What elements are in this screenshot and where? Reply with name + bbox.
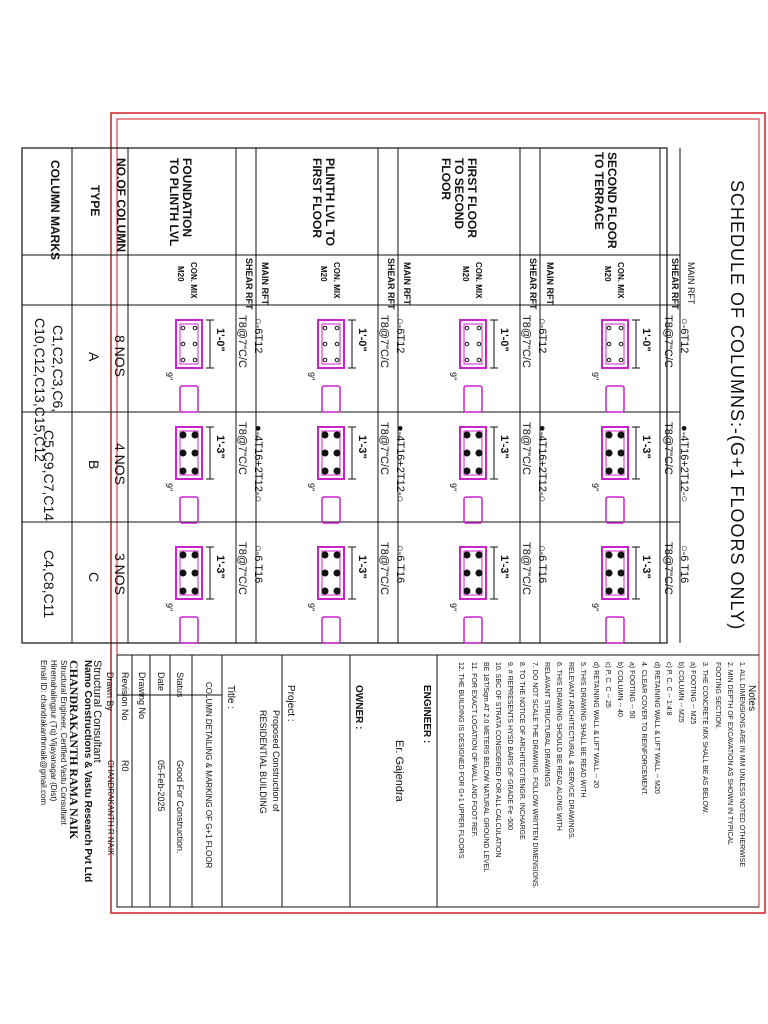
rebar-bar xyxy=(180,570,186,576)
tb-consultant-label: Structural Consultant xyxy=(91,660,103,763)
marks-c: C4,C8,C11 xyxy=(41,550,57,619)
dim-length-b: 1'-3" xyxy=(640,435,652,459)
shear-rft-b: T8@7"C/C xyxy=(378,422,390,475)
section-tag-box xyxy=(464,497,482,523)
count-b: 4 NOS xyxy=(112,443,128,486)
con-mix-label: CON. MIX xyxy=(616,262,625,299)
notes-heading: Notes xyxy=(746,685,757,712)
main-rft-a: ○-6T12 xyxy=(678,318,690,354)
dim-depth-c: 9" xyxy=(306,603,316,612)
rebar-bar xyxy=(607,326,611,330)
main-rft-b: ●-4T16+2T12-○ xyxy=(678,425,690,503)
m20-label: M20 xyxy=(461,266,470,282)
row-column-marks: COLUMN MARKS xyxy=(48,160,62,260)
rebar-bar xyxy=(476,570,482,576)
tb-title-value: COLUMN DETAILING & MARKING OF G+1 FLOOR xyxy=(204,682,213,869)
dim-depth-c: 9" xyxy=(164,603,174,612)
main-rft-a: ○-6T12 xyxy=(536,318,548,354)
note-line: d) RETAINING WALL & LIFT WALL -- 20 xyxy=(591,662,599,788)
section-tag-box xyxy=(322,617,340,643)
row-foundation: FOUNDATION TO PLINTH LVL xyxy=(167,158,194,247)
main-rft-b: ●-4T16+2T12-○ xyxy=(252,425,264,503)
shear-rft-label: SHEAR RFT xyxy=(386,258,396,310)
section-tag-box xyxy=(464,617,482,643)
rebar-bar xyxy=(334,570,340,576)
dim-depth-c: 9" xyxy=(448,603,458,612)
tb-person: CHANDRAKANTH RAMA NAIK xyxy=(67,660,81,840)
rebar-bar xyxy=(606,450,612,456)
shear-rft-label: SHEAR RFT xyxy=(528,258,538,310)
rebar-bar xyxy=(192,432,198,438)
tb-title-label: Title : xyxy=(225,685,236,710)
shear-rft-label: SHEAR RFT xyxy=(244,258,254,310)
title-block-grid xyxy=(117,655,759,907)
rebar-bar xyxy=(477,342,481,346)
row-plinth: PLINTH LVL TO FIRST FLOOR xyxy=(310,158,337,247)
con-mix-label: CON. MIX xyxy=(189,262,198,299)
note-line: a) FOOTING -- M25 xyxy=(689,662,697,725)
main-rft-a: ○-6T12 xyxy=(394,318,406,354)
note-line: c) P. C. C -- 1:4:8 xyxy=(664,662,672,716)
m20-label: M20 xyxy=(319,266,328,282)
main-rft-b: ●-4T16+2T12-○ xyxy=(536,425,548,503)
rebar-bar xyxy=(193,342,197,346)
row-no-of-column: NO.OF COLUMN xyxy=(114,158,128,252)
marks-a-line2: C10,C12,C13,C15,C12 xyxy=(32,318,48,462)
rebar-bar xyxy=(606,468,612,474)
rebar-bar xyxy=(618,432,624,438)
rebar-bar xyxy=(181,358,185,362)
rebar-bar xyxy=(323,342,327,346)
rebar-bar xyxy=(464,552,470,558)
row-second-floor: SECOND FLOOR TO TERRACE xyxy=(592,152,619,249)
rebar-bar xyxy=(322,570,328,576)
owner-label: OWNER : xyxy=(353,685,364,730)
rebar-bar xyxy=(335,326,339,330)
inner-border xyxy=(117,119,759,907)
shear-rft-a: T8@7"C/C xyxy=(236,315,248,368)
rebar-bar xyxy=(192,588,198,594)
tb-company: Namo Constructions & Vastu Research Pvt Ltd xyxy=(82,660,93,883)
shear-rft-c: T8@7"C/C xyxy=(236,542,248,595)
rebar-bar xyxy=(322,468,328,474)
main-rft-a: ○-6T12 xyxy=(252,318,264,354)
rebar-bar xyxy=(322,450,328,456)
count-c: 3 NOS xyxy=(112,553,128,596)
rebar-bar xyxy=(476,432,482,438)
rebar-bar xyxy=(465,358,469,362)
rebar-bar xyxy=(618,588,624,594)
section-tag-box xyxy=(322,497,340,523)
row-type: TYPE xyxy=(88,185,102,217)
note-line: 3. THE CONCRETE MIX SHALL BE AS BELOW. xyxy=(701,662,709,815)
rebar-bar xyxy=(322,432,328,438)
tb-line2: Hiremahalingpur (Tq) Vijayanagar (Dist) xyxy=(49,660,58,802)
rebar-bar xyxy=(192,570,198,576)
note-line: 8. TO THE NOTICE OF ARCHITECT/ENGR. INCHARGE xyxy=(518,662,526,840)
con-mix-label: CON. MIX xyxy=(474,262,483,299)
shear-rft-label: SHEAR RFT xyxy=(670,258,680,310)
rebar-bar xyxy=(607,342,611,346)
rebar-bar xyxy=(606,588,612,594)
dim-depth-a: 9" xyxy=(164,372,174,381)
tb-date-value: 05-Feb-2025 xyxy=(156,760,166,812)
rebar-bar xyxy=(606,552,612,558)
rebar-bar xyxy=(181,326,185,330)
rebar-bar xyxy=(477,358,481,362)
rebar-bar xyxy=(192,468,198,474)
m20-label: M20 xyxy=(603,266,612,282)
dim-length-c: 1'-3" xyxy=(214,555,226,579)
shear-rft-c: T8@7"C/C xyxy=(520,542,532,595)
main-rft-label: MAIN RFT xyxy=(260,262,270,305)
rebar-bar xyxy=(322,588,328,594)
main-rft-c: ○-6 T16 xyxy=(252,545,264,584)
rebar-bar xyxy=(476,588,482,594)
section-tag-box xyxy=(606,617,624,643)
dim-depth-b: 9" xyxy=(448,483,458,492)
project-line1: Proposed Construction of xyxy=(271,710,281,812)
shear-rft-c: T8@7"C/C xyxy=(662,542,674,595)
section-tag-box xyxy=(180,386,198,412)
note-line: RELEVANT ARCHITECTURAL & SERVICE DRAWINGS. xyxy=(567,662,575,840)
tb-revision-label: Revision No xyxy=(120,672,130,721)
type-c: C xyxy=(86,572,102,583)
rebar-bar xyxy=(465,326,469,330)
marks-a-line1: C1,C2,C3,C6, xyxy=(50,325,66,413)
dim-length-c: 1'-3" xyxy=(640,555,652,579)
dim-depth-b: 9" xyxy=(164,483,174,492)
rebar-bar xyxy=(619,358,623,362)
rebar-bar xyxy=(334,552,340,558)
section-tag-box xyxy=(180,497,198,523)
rebar-bar xyxy=(606,432,612,438)
note-line: 6. THIS DRAWING SHOULD BE READ ALONG WITH xyxy=(555,662,562,831)
note-line: a) FOOTING -- 50 xyxy=(628,662,636,719)
m20-label: M20 xyxy=(176,266,185,282)
rebar-bar xyxy=(181,342,185,346)
main-rft-label: MAIN RFT xyxy=(686,262,696,305)
row-first-floor: FIRST FLOOR TO SECOND FLOOR xyxy=(439,158,479,238)
tb-status-label: Status xyxy=(175,672,185,698)
rebar-bar xyxy=(322,552,328,558)
rebar-bar xyxy=(335,358,339,362)
rebar-bar xyxy=(618,570,624,576)
note-line: c) P. C. C -- 25 xyxy=(603,662,611,708)
shear-rft-b: T8@7"C/C xyxy=(236,422,248,475)
rebar-bar xyxy=(464,450,470,456)
rebar-bar xyxy=(477,326,481,330)
tb-line3: Email ID: chandrakanthrnaik@gmail.com xyxy=(39,660,48,806)
main-rft-label: MAIN RFT xyxy=(402,262,412,305)
dim-length-c: 1'-3" xyxy=(498,555,510,579)
project-line2: RESIDENTIAL BUILDING xyxy=(258,710,268,814)
rebar-bar xyxy=(180,468,186,474)
type-a: A xyxy=(86,352,102,362)
rebar-bar xyxy=(192,552,198,558)
rebar-bar xyxy=(464,432,470,438)
dim-length-c: 1'-3" xyxy=(356,555,368,579)
con-mix-label: CON. MIX xyxy=(332,262,341,299)
note-line: RELAVANT STRUCTURAL DRAWINGS xyxy=(542,662,550,787)
section-tag-box xyxy=(464,386,482,412)
rebar-bar xyxy=(335,342,339,346)
note-line: 4. CLEAR COVER TO REINFORCEMENT. xyxy=(640,662,648,796)
dim-length-a: 1'-0" xyxy=(640,328,652,352)
engineer-label: ENGINEER : xyxy=(421,685,432,744)
tb-date-label: Date xyxy=(156,672,166,692)
main-rft-c: ○-6 T16 xyxy=(394,545,406,584)
shear-rft-b: T8@7"C/C xyxy=(662,422,674,475)
note-line: BE 18T/Sqm AT 2.0 METERS BELOW NATURAL GROUND LEVEL xyxy=(481,662,489,873)
rebar-bar xyxy=(334,450,340,456)
note-line: FOOTING SECTION. xyxy=(713,662,721,729)
dim-length-a: 1'-0" xyxy=(356,328,368,352)
note-line: 2. MIN DEPTH OF EXCAVATION AS SHOWN IN TYPICAL xyxy=(725,662,733,846)
dim-length-b: 1'-3" xyxy=(498,435,510,459)
shear-rft-a: T8@7"C/C xyxy=(378,315,390,368)
dim-length-a: 1'-0" xyxy=(498,328,510,352)
rebar-bar xyxy=(323,358,327,362)
engineer-name: Er. Gajendra xyxy=(393,740,405,802)
tb-drawn-label: Drawn By xyxy=(105,672,115,712)
rebar-bar xyxy=(192,450,198,456)
tb-status-value: Good For Construction. xyxy=(175,760,185,854)
shear-rft-a: T8@7"C/C xyxy=(520,315,532,368)
type-b: B xyxy=(86,460,102,470)
shear-rft-c: T8@7"C/C xyxy=(378,542,390,595)
marks-b: C5,C9,C7,C14 xyxy=(41,430,57,522)
shear-rft-b: T8@7"C/C xyxy=(520,422,532,475)
section-tag-box xyxy=(322,386,340,412)
main-rft-label: MAIN RFT xyxy=(545,262,555,305)
main-rft-b: ●-4T16+2T12-○ xyxy=(394,425,406,503)
project-label: Project : xyxy=(285,685,296,722)
count-a: 8 NOS xyxy=(112,335,128,378)
dim-depth-b: 9" xyxy=(590,483,600,492)
rebar-bar xyxy=(618,450,624,456)
rebar-bar xyxy=(619,342,623,346)
note-line: 5. THIS DRAWING SHALL BE READ WITH xyxy=(579,662,587,798)
tb-drawn-value: CHANDRAKANTH R NAIK xyxy=(106,760,115,856)
rebar-bar xyxy=(180,450,186,456)
rebar-bar xyxy=(464,570,470,576)
section-tag-box xyxy=(606,386,624,412)
note-line: 9. # REPRESENTS HYSD BARS OF GRADE Fe -500 xyxy=(506,662,514,831)
dim-depth-b: 9" xyxy=(306,483,316,492)
rebar-bar xyxy=(334,468,340,474)
main-rft-c: ○-6 T16 xyxy=(536,545,548,584)
dim-length-b: 1'-3" xyxy=(214,435,226,459)
dim-depth-a: 9" xyxy=(306,372,316,381)
rebar-bar xyxy=(464,468,470,474)
dim-length-b: 1'-3" xyxy=(356,435,368,459)
note-line: b) COLUMN -- M25 xyxy=(677,662,684,723)
rebar-bar xyxy=(180,552,186,558)
tb-revision-value: R0 xyxy=(120,760,130,772)
note-line: 7. DO NOT SCALE THE DRAWING. FOLLOW WRITTEN DIMENSIONS. xyxy=(530,662,538,889)
rebar-bar xyxy=(465,342,469,346)
rebar-bar xyxy=(619,326,623,330)
tb-line1: Structural Engineer, Certified Vastu Consultant xyxy=(59,660,68,825)
rebar-bar xyxy=(193,358,197,362)
rebar-bar xyxy=(334,588,340,594)
rebar-bar xyxy=(334,432,340,438)
note-line: 10. SBC OF STRATA CONSIDERED FOR ALL CALCULATION xyxy=(494,662,501,858)
rebar-bar xyxy=(476,450,482,456)
dim-depth-a: 9" xyxy=(448,372,458,381)
rebar-bar xyxy=(180,432,186,438)
dim-depth-a: 9" xyxy=(590,372,600,381)
main-rft-c: ○-6 T16 xyxy=(678,545,690,584)
rebar-bar xyxy=(476,468,482,474)
section-tag-box xyxy=(180,617,198,643)
note-line: b) COLUMN -- 40 xyxy=(616,662,623,717)
shear-rft-a: T8@7"C/C xyxy=(662,315,674,368)
rebar-bar xyxy=(464,588,470,594)
section-tag-box xyxy=(606,497,624,523)
tb-drawing-label: Drawing No xyxy=(137,672,147,720)
dim-depth-c: 9" xyxy=(590,603,600,612)
note-line: 1. ALL DIMENSIONS ARE IN MM UNLESS NOTED OTHERWISE xyxy=(738,662,745,867)
rebar-bar xyxy=(618,552,624,558)
schedule-title: SCHEDULE OF COLUMNS:-(G+1 FLOORS ONLY) xyxy=(727,180,747,631)
rebar-bar xyxy=(618,468,624,474)
rebar-bar xyxy=(607,358,611,362)
rebar-bar xyxy=(606,570,612,576)
rebar-bar xyxy=(193,326,197,330)
rebar-bar xyxy=(180,588,186,594)
note-line: d) RETAINING WALL & LIFT WALL -- M20 xyxy=(652,662,660,794)
note-line: 11. FOR EXACT LOCATION OF WALL AND FOOT REF. xyxy=(469,662,477,838)
note-line: 12. THE BUILDING IS DESIGNED FOR G+1 UPPER FLOORS xyxy=(457,662,465,859)
dim-length-a: 1'-0" xyxy=(214,328,226,352)
rebar-bar xyxy=(323,326,327,330)
rebar-bar xyxy=(476,552,482,558)
